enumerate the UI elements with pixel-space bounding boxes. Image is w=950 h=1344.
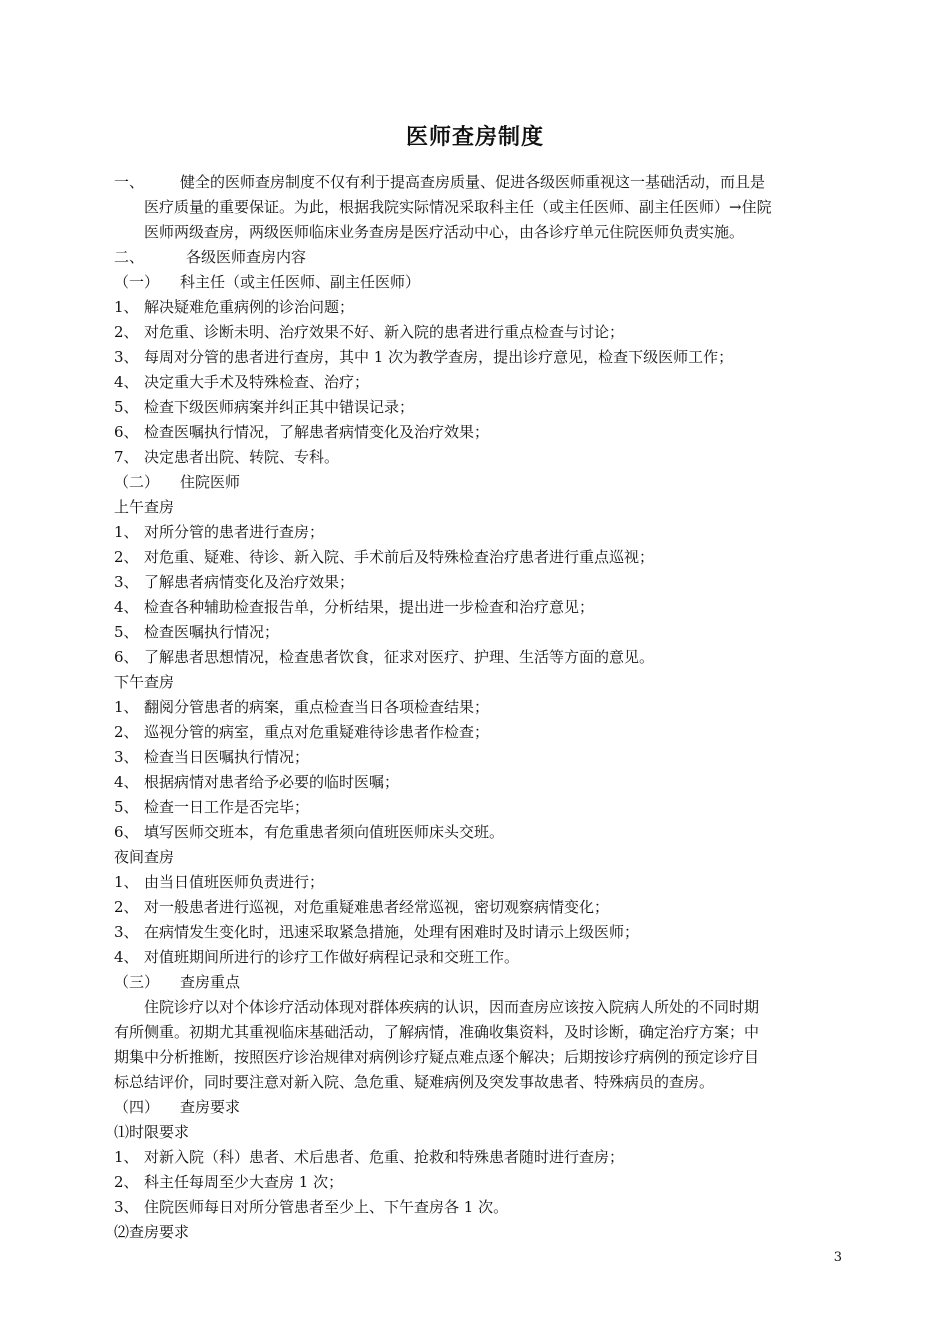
list-item (114, 345, 733, 369)
afternoon-rounds-heading: 下午查房 (114, 673, 175, 691)
list-item (114, 420, 489, 444)
item-number: 1、 (114, 298, 139, 316)
page-title: 医师查房制度 (405, 125, 544, 150)
paragraph-line: 住院诊疗以对个体诊疗活动体现对群体疾病的认识，因而查房应该按入院病人所处的不同时期 (144, 998, 760, 1016)
paragraph-line: 期集中分析推断，按照医疗诊治规律对病例诊疗疑点难点逐个解决；后期按诊疗病例的预定诊疗目 (114, 1048, 760, 1066)
list-item (114, 570, 354, 594)
item-number: 4、 (114, 373, 139, 391)
item-number: 7、 (114, 448, 139, 466)
item-number: 6、 (114, 648, 139, 666)
item-text: 决定患者出院、转院、专科。 (144, 448, 340, 466)
subsection-2-heading (114, 470, 240, 494)
list-item (114, 920, 639, 944)
item-number: 3、 (114, 923, 139, 941)
section-text: 健全的医师查房制度不仅有利于提高查房质量、促进各级医师重视这一基础活动，而且是 (180, 173, 766, 191)
section-1-line-3: 医师两级查房，两级医师临床业务查房是医疗活动中心，由各诊疗单元住院医师负责实施。 (144, 223, 745, 241)
item-text: 检查一日工作是否完毕； (144, 798, 310, 816)
subsection-text: 住院医师 (180, 473, 241, 491)
list-item (114, 1195, 508, 1219)
item-number: 3、 (114, 1198, 139, 1216)
item-number: 1、 (114, 523, 139, 541)
item-text: 每周对分管的患者进行查房，其中 1 次为教学查房，提出诊疗意见，检查下级医师工作； (144, 348, 734, 366)
item-number: 2、 (114, 723, 139, 741)
item-text: 检查医嘱执行情况，了解患者病情变化及治疗效果； (144, 423, 490, 441)
item-number: 4、 (114, 598, 139, 616)
list-item (114, 370, 369, 394)
list-item (114, 895, 609, 919)
item-text: 了解患者思想情况，检查患者饮食，征求对医疗、护理、生活等方面的意见。 (144, 648, 655, 666)
morning-rounds-heading: 上午查房 (114, 498, 175, 516)
item-number: 5、 (114, 798, 139, 816)
section-text: 各级医师查房内容 (186, 248, 307, 266)
time-requirements-heading: ⑴时限要求 (114, 1123, 190, 1141)
paragraph-line: 标总结评价，同时要注意对新入院、急危重、疑难病例及突发事故患者、特殊病员的查房。 (114, 1073, 715, 1091)
item-text: 检查各种辅助检查报告单，分析结果，提出进一步检查和治疗意见； (144, 598, 595, 616)
section-marker: 二、 (114, 248, 145, 266)
section-2-heading (114, 245, 306, 269)
item-text: 检查医嘱执行情况； (144, 623, 280, 641)
list-item (114, 1170, 343, 1194)
item-number: 2、 (114, 548, 139, 566)
list-item (114, 320, 624, 344)
list-item (114, 545, 654, 569)
list-item (114, 620, 279, 644)
subsection-4-heading (114, 1095, 240, 1119)
list-item (114, 795, 309, 819)
item-text: 填写医师交班本，有危重患者须向值班医师床头交班。 (144, 823, 505, 841)
item-number: 4、 (114, 773, 139, 791)
item-text: 对一般患者进行巡视，对危重疑难患者经常巡视，密切观察病情变化； (144, 898, 610, 916)
list-item (114, 870, 324, 894)
subsection-3-heading (114, 970, 240, 994)
item-number: 6、 (114, 823, 139, 841)
section-marker: 一、 (114, 173, 145, 191)
item-text: 科主任每周至少大查房 1 次； (144, 1173, 344, 1191)
item-number: 4、 (114, 948, 139, 966)
item-text: 对新入院（科）患者、术后患者、危重、抢救和特殊患者随时进行查房； (144, 1148, 625, 1166)
item-text: 检查当日医嘱执行情况； (144, 748, 310, 766)
item-text: 在病情发生变化时，迅速采取紧急措施，处理有困难时及时请示上级医师； (144, 923, 640, 941)
page-number: 3 (833, 1250, 842, 1265)
item-number: 3、 (114, 348, 139, 366)
list-item (114, 595, 594, 619)
subsection-1-heading (114, 270, 420, 294)
list-item (114, 445, 339, 469)
subsection-marker: （一） (114, 273, 160, 291)
item-text: 对所分管的患者进行查房； (144, 523, 325, 541)
paragraph-line: 有所侧重。初期尤其重视临床基础活动，了解病情，准确收集资料，及时诊断，确定治疗方案；中 (114, 1023, 760, 1041)
item-number: 5、 (114, 623, 139, 641)
subsection-marker: （四） (114, 1098, 160, 1116)
item-text: 由当日值班医师负责进行； (144, 873, 325, 891)
item-number: 5、 (114, 398, 139, 416)
item-text: 巡视分管的病室，重点对危重疑难待诊患者作检查； (144, 723, 490, 741)
list-item (114, 645, 654, 669)
item-number: 2、 (114, 1173, 139, 1191)
item-text: 根据病情对患者给予必要的临时医嘱； (144, 773, 400, 791)
night-rounds-heading: 夜间查房 (114, 848, 175, 866)
item-number: 1、 (114, 873, 139, 891)
subsection-text: 查房重点 (180, 973, 241, 991)
list-item (114, 1145, 624, 1169)
section-1-line-1 (114, 170, 765, 194)
list-item (114, 945, 519, 969)
subsection-text: 查房要求 (180, 1098, 241, 1116)
item-text: 对值班期间所进行的诊疗工作做好病程记录和交班工作。 (144, 948, 520, 966)
item-text: 决定重大手术及特殊检查、治疗； (144, 373, 370, 391)
item-text: 住院医师每日对所分管患者至少上、下午查房各 1 次。 (144, 1198, 509, 1216)
subsection-marker: （三） (114, 973, 160, 991)
item-number: 2、 (114, 898, 139, 916)
subsection-text: 科主任（或主任医师、副主任医师） (180, 273, 421, 291)
list-item (114, 695, 489, 719)
item-text: 对危重、诊断未明、治疗效果不好、新入院的患者进行重点检查与讨论； (144, 323, 625, 341)
list-item (114, 820, 504, 844)
list-item (114, 745, 309, 769)
item-number: 2、 (114, 323, 139, 341)
subsection-marker: （二） (114, 473, 160, 491)
item-number: 3、 (114, 573, 139, 591)
item-text: 对危重、疑难、待诊、新入院、手术前后及特殊检查治疗患者进行重点巡视； (144, 548, 655, 566)
list-item (114, 295, 354, 319)
item-number: 1、 (114, 698, 139, 716)
item-text: 了解患者病情变化及治疗效果； (144, 573, 355, 591)
item-number: 1、 (114, 1148, 139, 1166)
item-number: 6、 (114, 423, 139, 441)
item-text: 解决疑难危重病例的诊治问题； (144, 298, 355, 316)
section-1-line-2: 医疗质量的重要保证。为此，根据我院实际情况采取科主任（或主任医师、副主任医师）→住院 (144, 198, 772, 216)
item-text: 翻阅分管患者的病案，重点检查当日各项检查结果； (144, 698, 490, 716)
item-number: 3、 (114, 748, 139, 766)
list-item (114, 395, 414, 419)
list-item (114, 520, 324, 544)
list-item (114, 770, 399, 794)
item-text: 检查下级医师病案并纠正其中错误记录； (144, 398, 415, 416)
list-item (114, 720, 489, 744)
rounds-requirements-heading: ⑵查房要求 (114, 1223, 190, 1241)
